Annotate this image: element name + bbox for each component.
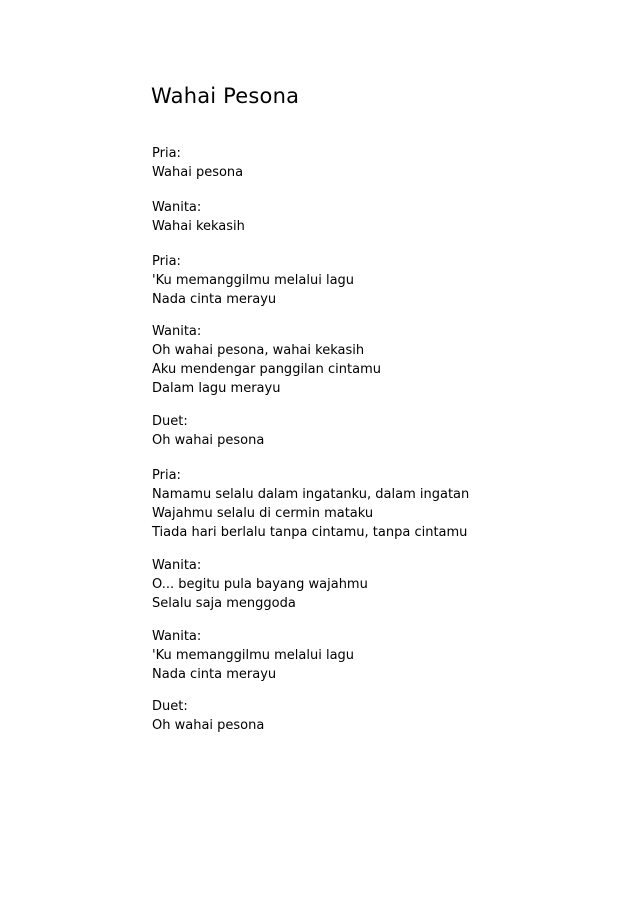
stanza-9 [152, 697, 612, 735]
lyric-line: Selalu saja menggoda [152, 596, 296, 611]
lyric-line: Oh wahai pesona, wahai kekasih [152, 343, 365, 358]
lyric-line: 'Ku memanggilmu melalui lagu [152, 273, 355, 288]
lyric-line: Oh wahai pesona [152, 433, 265, 448]
lyric-line: Wahai kekasih [152, 219, 245, 234]
lyric-line: Nada cinta merayu [152, 667, 277, 682]
speaker-label: Wanita: [152, 629, 202, 644]
speaker-label: Pria: [152, 146, 181, 161]
lyric-line: Dalam lagu merayu [152, 381, 281, 396]
stanza-6 [152, 466, 612, 542]
stanza-5 [152, 412, 612, 450]
lyric-line: O... begitu pula bayang wajahmu [152, 577, 368, 592]
lyric-line: Oh wahai pesona [152, 718, 265, 733]
lyric-line: 'Ku memanggilmu melalui lagu [152, 648, 355, 663]
stanza-2 [152, 198, 612, 236]
speaker-label: Pria: [152, 468, 181, 483]
lyric-line: Tiada hari berlalu tanpa cintamu, tanpa cintamu [152, 525, 468, 540]
speaker-label: Wanita: [152, 200, 202, 215]
speaker-label: Wanita: [152, 558, 202, 573]
speaker-label: Duet: [152, 414, 188, 429]
lyric-line: Namamu selalu dalam ingatanku, dalam ingatan [152, 487, 470, 502]
stanza-1 [152, 144, 612, 182]
lyric-line: Wahai pesona [152, 165, 244, 180]
stanza-4 [152, 322, 612, 398]
stanza-7 [152, 556, 612, 613]
speaker-label: Pria: [152, 254, 181, 269]
lyric-line: Aku mendengar panggilan cintamu [152, 362, 381, 377]
stanza-8 [152, 627, 612, 684]
song-title: Wahai Pesona [151, 84, 300, 108]
lyric-line: Nada cinta merayu [152, 292, 277, 307]
lyric-line: Wajahmu selalu di cermin mataku [152, 506, 374, 521]
speaker-label: Duet: [152, 699, 188, 714]
speaker-label: Wanita: [152, 324, 202, 339]
stanza-3 [152, 252, 612, 309]
